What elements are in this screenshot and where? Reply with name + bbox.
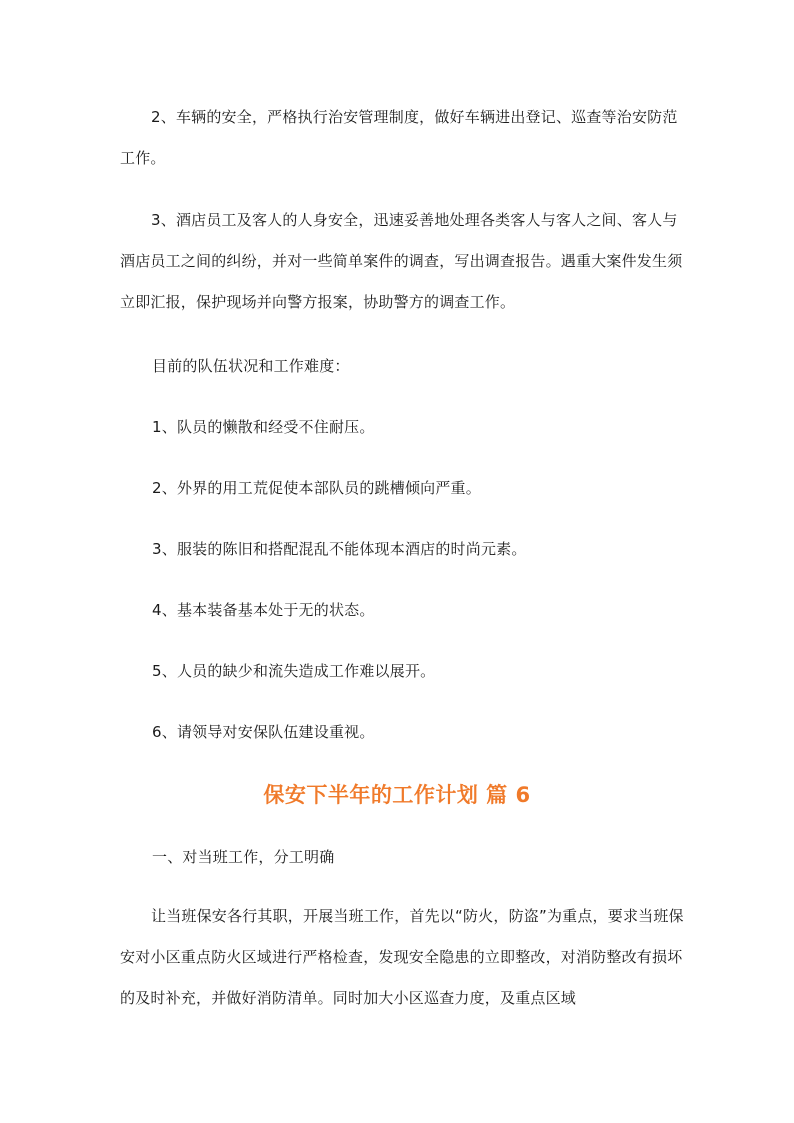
difficulty-item: 6、请领导对安保队伍建设重视。 (152, 723, 375, 741)
difficulty-item: 3、服装的陈旧和搭配混乱不能体现本酒店的时尚元素。 (152, 540, 527, 558)
paragraph-personal-safety: 3、酒店员工及客人的人身安全，迅速妥善地处理各类客人与客人之间、客人与酒店员工之间的纠纷，并对一些简单案件的调查，写出调查报告。遇重大案件发生须立即汇报，保护现场并向警方报案，协助警方的调查工作。 (120, 211, 683, 311)
status-heading: 目前的队伍状况和工作难度： (152, 357, 350, 375)
paragraph-vehicle-safety: 2、车辆的安全，严格执行治安管理制度，做好车辆进出登记、巡查等治安防范工作。 (120, 108, 678, 167)
section-title: 保安下半年的工作计划 篇 6 (263, 783, 531, 807)
difficulty-item: 5、人员的缺少和流失造成工作难以展开。 (152, 662, 436, 680)
section-item-heading: 一、对当班工作，分工明确 (152, 848, 335, 866)
difficulty-item: 1、队员的懒散和经受不住耐压。 (152, 418, 375, 436)
difficulty-item: 2、外界的用工荒促使本部队员的跳槽倾向严重。 (152, 479, 481, 497)
paragraph-shift-duty: 让当班保安各行其职，开展当班工作，首先以“防火，防盗”为重点，要求当班保安对小区重点防火区域进行严格检查，发现安全隐患的立即整改，对消防整改有损坏的及时补充，并做好消防清单。同时加大小区巡查力度，及重点区域 (120, 907, 684, 1007)
difficulty-item: 4、基本装备基本处于无的状态。 (152, 601, 375, 619)
